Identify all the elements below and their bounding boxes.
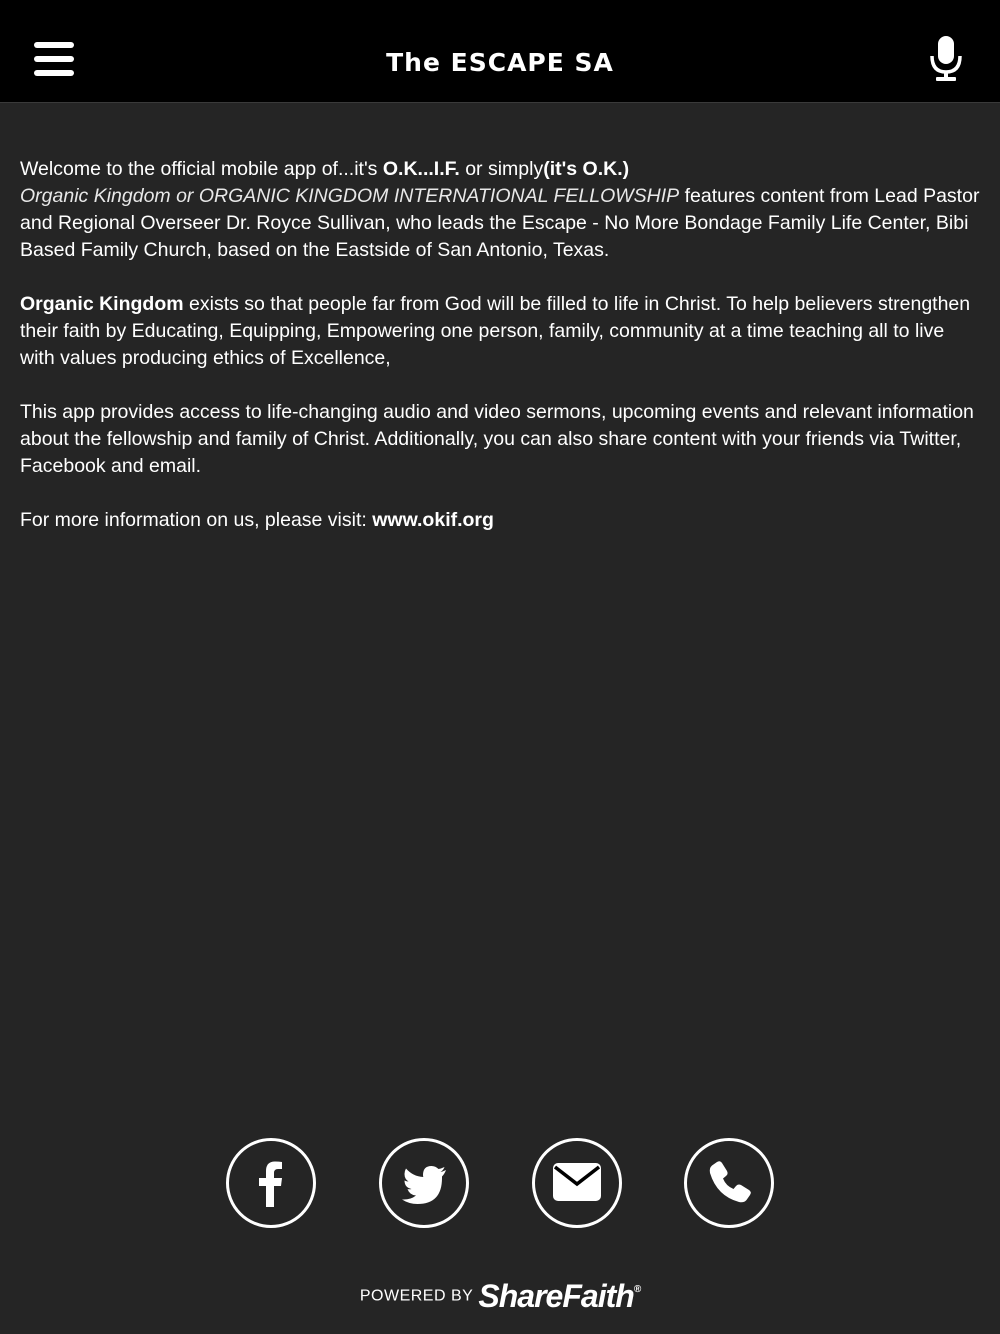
page-title: The ESCAPE SA [386, 48, 614, 77]
registered-mark: ® [633, 1284, 641, 1295]
hamburger-menu-icon-line [34, 56, 74, 62]
hamburger-menu-icon [34, 42, 74, 48]
its-ok-text: (it's O.K.) [543, 158, 630, 180]
menu-button[interactable] [34, 42, 74, 78]
info-paragraph [20, 507, 980, 534]
social-buttons [226, 1138, 774, 1228]
mission-paragraph [20, 291, 980, 372]
twitter-icon [382, 1141, 466, 1225]
brand-name: ShareFaith [478, 1278, 634, 1314]
phone-icon [687, 1141, 771, 1225]
email-button[interactable] [532, 1138, 622, 1228]
organic-kingdom-italic: Organic Kingdom or ORGANIC KINGDOM INTERNATIONAL FELLOWSHIP [20, 185, 680, 207]
about-content [20, 156, 980, 561]
facebook-button[interactable] [226, 1138, 316, 1228]
website-link[interactable]: www.okif.org [372, 509, 494, 531]
powered-by-label: POWERED BY [359, 1287, 474, 1305]
hamburger-menu-icon-line [34, 70, 74, 76]
features-paragraph: This app provides access to life-changing audio and video sermons, upcoming events and relevant information about the fellowship and family of Christ. Additionally, you can also share content with your friends via Twitter, Facebook and email. [20, 401, 974, 477]
microphone-icon [928, 36, 964, 82]
info-text: For more information on us, please visit: [20, 509, 373, 531]
organic-kingdom-bold: Organic Kingdom [20, 293, 184, 315]
email-icon [535, 1141, 619, 1225]
app-header [0, 0, 1000, 103]
facebook-icon [229, 1141, 313, 1225]
microphone-button[interactable] [928, 36, 964, 82]
okif-text: O.K...I.F. [382, 158, 460, 180]
mission-text: exists so that people far from God will be filled to life in Christ. To help believers strengthen their faith by Educating, Equipping, Empowering one person, family, community at a time teaching all to live with values producing ethics of Excellence, [20, 293, 971, 369]
intro-text: Welcome to the official mobile app of...it's [20, 158, 383, 180]
phone-button[interactable] [684, 1138, 774, 1228]
twitter-button[interactable] [379, 1138, 469, 1228]
sharefaith-logo[interactable] [478, 1278, 640, 1314]
intro-rest-text: features content from Lead Pastor and Regional Overseer Dr. Royce Sullivan, who leads the Escape - No More Bondage Family Life Center, Bibi Based Family Church, based on the Eastside of San Antonio, Texas. [20, 185, 980, 261]
intro-mid-text: or simply [459, 158, 544, 180]
intro-paragraph [20, 156, 980, 264]
powered-by-footer [0, 1278, 1000, 1315]
